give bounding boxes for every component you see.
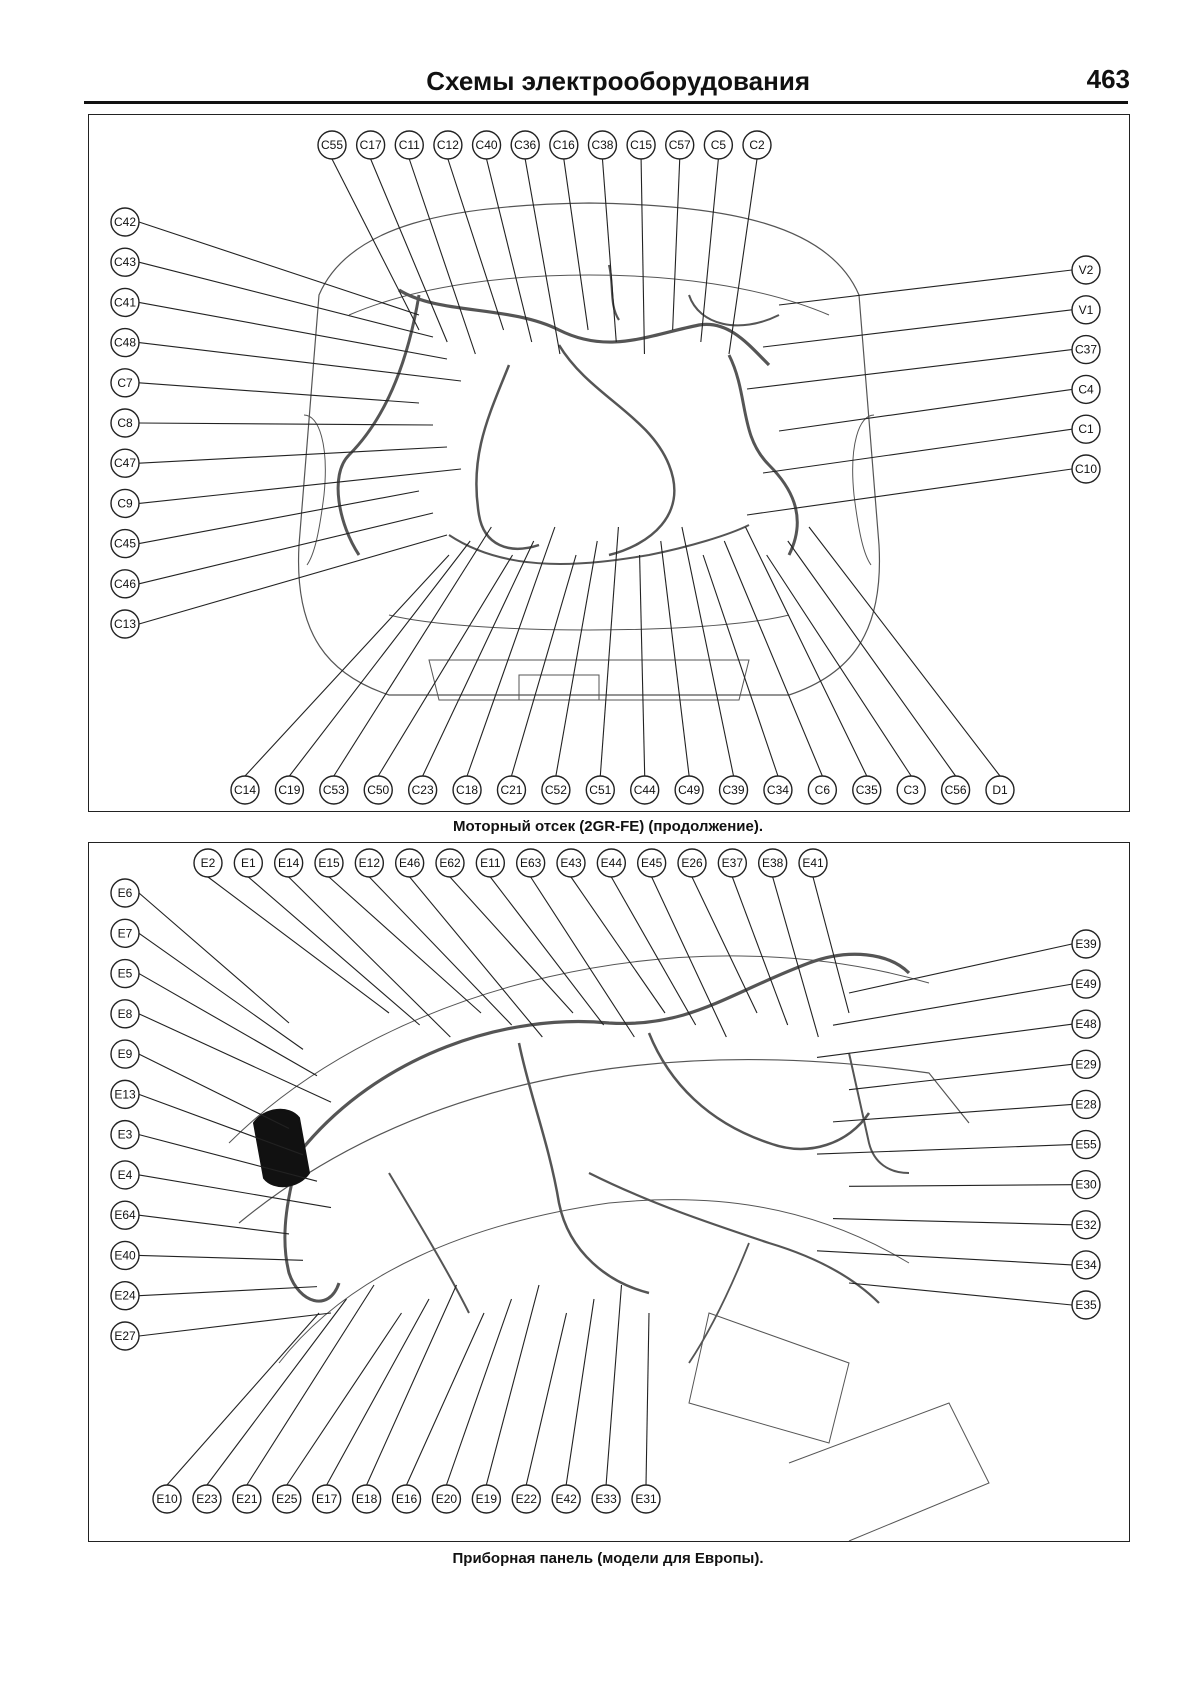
connector-label-e49: E49 [1075, 977, 1097, 992]
leader-line-e48 [817, 1024, 1072, 1057]
leader-line-c23 [423, 541, 534, 776]
connector-label-c43: C43 [113, 255, 137, 270]
connector-label-e12: E12 [358, 856, 381, 870]
leader-line-c51 [600, 527, 618, 776]
dash-wiring-harness [254, 954, 909, 1363]
connector-label-e39: E39 [1075, 937, 1097, 951]
connector-label-c44: C44 [633, 783, 656, 797]
connector-label-e40: E40 [114, 1248, 136, 1263]
leader-line-c17 [371, 159, 448, 342]
connector-label-c52: C52 [544, 783, 567, 797]
connector-label-c42: C42 [113, 215, 137, 229]
connector-label-e14: E14 [277, 856, 300, 870]
leader-line-e35 [849, 1283, 1072, 1305]
connector-label-c37: C37 [1074, 342, 1098, 357]
right-dash-harness [649, 1033, 869, 1149]
connector-label-c6: C6 [814, 783, 831, 797]
connector-label-e29: E29 [1075, 1057, 1097, 1072]
connector-label-e35: E35 [1075, 1298, 1097, 1312]
leader-line-e55 [817, 1145, 1072, 1155]
bumper-line [389, 615, 789, 630]
right-pillar-harness [849, 1053, 909, 1173]
leader-line-c57 [673, 159, 680, 330]
header-rule [84, 101, 1128, 104]
hood-outline [299, 203, 880, 695]
connector-label-c49: C49 [678, 783, 701, 797]
leader-line-c49 [661, 541, 689, 776]
leader-line-e22 [526, 1313, 566, 1485]
connector-label-e33: E33 [595, 1492, 617, 1506]
leader-line-e34 [817, 1251, 1072, 1265]
leader-line-c38 [602, 159, 616, 342]
connector-label-e28: E28 [1075, 1097, 1097, 1112]
leader-line-c21 [511, 555, 576, 776]
connector-label-c15: C15 [630, 138, 653, 152]
leader-line-c7 [139, 383, 419, 403]
engine-compartment-caption: Моторный отсек (2GR-FE) (продолжение). [452, 818, 764, 835]
connector-label-c56: C56 [944, 783, 967, 797]
connector-label-e16: E16 [395, 1492, 418, 1506]
page-number: 463 [1086, 64, 1130, 94]
leader-line-e16 [407, 1313, 485, 1485]
instrument-panel-harness-drawing [89, 843, 1129, 1541]
leader-line-e24 [139, 1287, 317, 1296]
dash-lower-line [279, 1200, 909, 1363]
leader-line-c4 [779, 389, 1072, 431]
leader-line-e64 [139, 1215, 289, 1234]
plate-outline [519, 675, 599, 700]
center-harness-branch [476, 365, 539, 549]
leader-line-e30 [849, 1185, 1072, 1187]
column-harness [389, 1173, 469, 1313]
connector-label-e55: E55 [1075, 1137, 1097, 1152]
leader-line-c9 [139, 469, 461, 503]
leader-line-v2 [779, 270, 1072, 305]
connector-label-e2: E2 [200, 856, 216, 870]
connector-label-c17: C17 [359, 138, 382, 152]
leader-line-e18 [367, 1285, 457, 1485]
connector-label-c53: C53 [322, 783, 345, 797]
leader-line-c18 [467, 527, 555, 776]
connector-label-e45: E45 [640, 856, 663, 870]
connector-label-e27: E27 [114, 1329, 136, 1343]
connector-label-c41: C41 [113, 295, 137, 310]
connector-label-e63: E63 [519, 856, 542, 870]
leader-line-e39 [849, 944, 1072, 993]
firewall-line [349, 275, 829, 315]
leader-line-c5 [701, 159, 719, 342]
connector-label-c40: C40 [475, 138, 498, 152]
connector-label-c46: C46 [113, 576, 137, 591]
connector-label-e7: E7 [117, 926, 133, 941]
leader-line-c34 [703, 555, 778, 776]
connector-label-c51: C51 [589, 783, 612, 797]
leader-line-c52 [556, 541, 597, 776]
connector-label-e20: E20 [435, 1492, 458, 1506]
leader-line-e8 [139, 1014, 331, 1102]
leader-line-e10 [167, 1313, 319, 1485]
leader-line-e26 [692, 877, 757, 1013]
leader-line-c16 [564, 159, 588, 330]
connector-label-e5: E5 [117, 966, 133, 981]
leader-line-c41 [139, 302, 447, 359]
grille-outline [429, 660, 749, 700]
connector-label-c35: C35 [855, 783, 878, 797]
connector-label-c12: C12 [436, 138, 459, 152]
connector-label-c23: C23 [411, 783, 434, 797]
connector-label-e64: E64 [114, 1208, 136, 1223]
connector-label-c55: C55 [320, 138, 344, 152]
vehicle-body-outline [299, 203, 880, 700]
instrument-panel-caption: Приборная панель (модели для Европы). [452, 1550, 764, 1567]
connector-label-e25: E25 [276, 1492, 298, 1506]
leader-line-c1 [763, 429, 1072, 473]
connector-label-e37: E37 [721, 856, 744, 870]
leader-line-e14 [289, 877, 451, 1037]
connector-label-e18: E18 [355, 1492, 378, 1506]
leader-line-e44 [611, 877, 695, 1025]
connector-label-c7: C7 [117, 375, 133, 390]
leader-line-c10 [747, 469, 1072, 515]
connector-label-c48: C48 [113, 335, 137, 350]
leader-line-c35 [745, 527, 866, 776]
connector-label-e23: E23 [196, 1492, 218, 1506]
engine-compartment-diagram [88, 114, 1130, 812]
connector-label-c14: C14 [233, 783, 257, 797]
leader-line-c6 [724, 541, 822, 776]
leader-line-c42 [139, 222, 419, 315]
leader-line-e1 [248, 877, 419, 1025]
console-harness-stub [689, 1243, 749, 1363]
leader-lines [139, 159, 1072, 776]
leader-line-e12 [369, 877, 511, 1025]
connector-label-d1: D1 [992, 783, 1008, 797]
connector-label-c18: C18 [456, 783, 479, 797]
leader-line-c39 [682, 527, 734, 776]
connector-label-c8: C8 [117, 416, 133, 430]
connector-label-e6: E6 [117, 886, 133, 900]
connector-label-e48: E48 [1075, 1017, 1097, 1032]
connector-label-c39: C39 [722, 783, 745, 797]
junction-block-black [254, 1110, 309, 1186]
leader-line-c37 [747, 350, 1072, 389]
connector-label-c36: C36 [514, 138, 537, 152]
leader-line-e63 [531, 877, 635, 1037]
connector-label-e3: E3 [117, 1127, 133, 1142]
leader-line-c47 [139, 447, 447, 463]
main-dash-harness [299, 954, 909, 1153]
connector-label-v2: V2 [1078, 263, 1094, 277]
dash-top-line [239, 1060, 969, 1223]
connector-label-e38: E38 [761, 856, 784, 870]
leader-line-c44 [640, 555, 645, 776]
connector-label-c34: C34 [766, 783, 789, 797]
leader-line-e5 [139, 974, 317, 1076]
connector-label-e1: E1 [240, 856, 256, 870]
leader-line-c8 [139, 423, 433, 425]
connector-label-e15: E15 [318, 856, 340, 870]
connector-label-c38: C38 [591, 138, 614, 152]
leader-line-e29 [849, 1064, 1072, 1089]
leader-line-c15 [641, 159, 644, 354]
leader-line-c53 [334, 527, 492, 776]
leader-line-e23 [207, 1299, 347, 1485]
connector-label-c9: C9 [117, 496, 133, 511]
leader-line-c12 [448, 159, 504, 330]
leader-line-e49 [833, 984, 1072, 1025]
connector-label-e31: E31 [635, 1492, 657, 1506]
connector-label-c11: C11 [398, 138, 420, 152]
leader-line-e62 [450, 877, 573, 1013]
leader-line-c3 [767, 555, 912, 776]
connector-label-e19: E19 [475, 1492, 498, 1506]
leader-line-e42 [566, 1299, 594, 1485]
center-right-harness-branch [559, 345, 674, 555]
connector-label-c45: C45 [113, 536, 137, 551]
leader-line-c56 [788, 541, 956, 776]
leader-line-c46 [139, 513, 433, 584]
leader-line-e17 [327, 1299, 429, 1485]
floor-outline [789, 1403, 989, 1541]
page-title: Схемы электрооборудования [426, 66, 810, 96]
console-outline [689, 1313, 849, 1443]
leader-line-e25 [287, 1313, 402, 1485]
connector-label-c21: C21 [500, 783, 523, 797]
right-harness-branch [729, 355, 797, 555]
leader-line-c14 [245, 555, 449, 776]
connector-label-e26: E26 [681, 856, 703, 870]
connector-label-c10: C10 [1074, 462, 1098, 476]
leader-line-e2 [208, 877, 389, 1013]
leader-line-e6 [139, 893, 289, 1023]
connector-label-c2: C2 [749, 138, 765, 152]
connector-label-e43: E43 [560, 856, 582, 870]
leader-line-c19 [289, 541, 470, 776]
connector-label-e8: E8 [117, 1006, 133, 1021]
leader-line-c13 [139, 535, 447, 624]
connector-label-e44: E44 [600, 856, 623, 870]
leader-line-c11 [409, 159, 475, 354]
connector-label-e24: E24 [114, 1288, 136, 1303]
connector-label-e42: E42 [555, 1492, 577, 1506]
leader-line-v1 [763, 310, 1072, 347]
connector-label-c13: C13 [113, 617, 137, 631]
leader-line-e43 [571, 877, 665, 1013]
leader-line-e31 [646, 1313, 649, 1485]
engine-harness-drawing [89, 115, 1129, 811]
leader-line-c43 [139, 262, 433, 337]
connector-label-e32: E32 [1075, 1217, 1097, 1232]
connector-label-c3: C3 [903, 783, 919, 797]
leader-line-d1 [809, 527, 1000, 776]
connector-label-c57: C57 [668, 138, 691, 152]
instrument-panel-diagram [88, 842, 1130, 1542]
connector-label-c1: C1 [1078, 422, 1094, 437]
connector-label-e9: E9 [117, 1047, 133, 1062]
connector-label-e22: E22 [515, 1492, 537, 1506]
leader-line-c50 [378, 555, 512, 776]
connector-label-c47: C47 [113, 456, 137, 471]
leader-line-c48 [139, 343, 461, 381]
center-dash-harness [519, 1043, 649, 1293]
connector-label-e46: E46 [398, 856, 421, 870]
connector-label-e10: E10 [156, 1492, 178, 1506]
floor-harness [589, 1173, 879, 1303]
leader-line-e32 [833, 1219, 1072, 1225]
connector-label-c19: C19 [278, 783, 301, 797]
connector-label-c50: C50 [367, 783, 390, 797]
leader-line-e40 [139, 1255, 303, 1260]
leader-line-e33 [606, 1285, 621, 1485]
leader-line-e9 [139, 1054, 289, 1128]
connector-label-e21: E21 [236, 1492, 258, 1506]
connector-label-e4: E4 [117, 1167, 133, 1182]
connector-label-c4: C4 [1078, 382, 1094, 397]
connector-label-e11: E11 [480, 856, 501, 870]
connector-label-c16: C16 [552, 138, 575, 152]
connector-label-v1: V1 [1078, 302, 1094, 317]
leader-line-e20 [446, 1299, 511, 1485]
connector-label-e62: E62 [439, 856, 461, 870]
connector-label-e34: E34 [1075, 1257, 1097, 1272]
leader-line-e7 [139, 933, 303, 1049]
connector-label-e13: E13 [114, 1087, 136, 1102]
leader-line-e41 [813, 877, 849, 1013]
connector-label-e41: E41 [802, 856, 824, 870]
connector-label-e17: E17 [315, 1492, 338, 1506]
leader-line-e19 [486, 1285, 539, 1485]
connector-label-c5: C5 [710, 138, 727, 152]
connector-label-e30: E30 [1075, 1177, 1097, 1192]
